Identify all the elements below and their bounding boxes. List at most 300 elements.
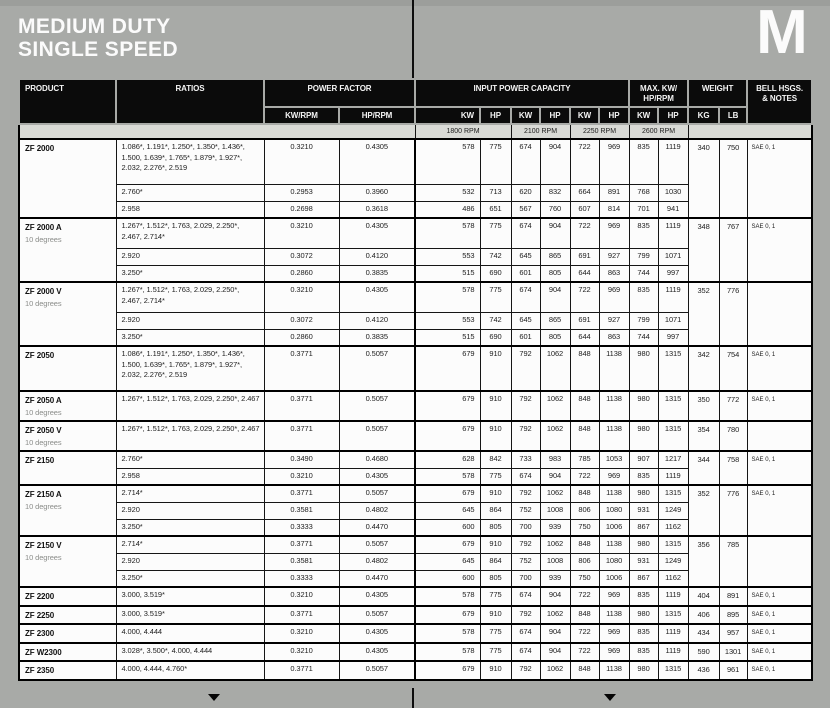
product-name: ZF 2000 V <box>25 287 62 296</box>
max-hp-cell: 1119 <box>658 218 688 248</box>
lb-cell: 895 <box>719 606 747 625</box>
table-row <box>19 346 812 391</box>
rpm-label-2600: 2600 RPM <box>629 124 688 139</box>
ratios-cell: 2.920 <box>116 312 264 329</box>
kw-2100-cell: 645 <box>511 248 540 265</box>
max-hp-cell: 1315 <box>658 391 688 421</box>
kw-rpm-cell: 0.2953 <box>264 184 339 201</box>
max-kw-cell: 980 <box>629 661 658 680</box>
max-hp-cell: 1249 <box>658 502 688 519</box>
table-row <box>19 661 812 680</box>
kw-2100-cell: 620 <box>511 184 540 201</box>
kw-rpm-cell: 0.3771 <box>264 606 339 625</box>
kg-cell: 590 <box>688 643 719 662</box>
kw-rpm-cell: 0.3771 <box>264 391 339 421</box>
max-hp-cell: 1249 <box>658 553 688 570</box>
ratios-cell: 2.760* <box>116 451 264 468</box>
hp-1800-cell: 910 <box>480 346 511 391</box>
hp-rpm-cell: 0.5057 <box>339 661 415 680</box>
kw-2250-cell: 691 <box>570 248 599 265</box>
ratios-cell: 3.000, 3.519* <box>116 606 264 625</box>
max-kw-cell: 835 <box>629 218 658 248</box>
header-kg: KG <box>688 107 719 124</box>
product-cell <box>19 218 116 282</box>
hp-2250-cell: 863 <box>599 265 629 282</box>
hp-1800-cell: 910 <box>480 485 511 502</box>
product-name: ZF 2350 <box>25 666 55 675</box>
kw-2250-cell: 848 <box>570 346 599 391</box>
max-kw-cell: 701 <box>629 201 658 218</box>
kw-2250-cell: 722 <box>570 139 599 184</box>
ratios-cell: 2.958 <box>116 201 264 218</box>
hp-2100-cell: 904 <box>540 282 570 312</box>
hp-2250-cell: 969 <box>599 468 629 485</box>
hp-rpm-cell: 0.5057 <box>339 421 415 451</box>
lb-cell: 785 <box>719 536 747 587</box>
page-title-line1: MEDIUM DUTY <box>18 15 171 38</box>
kw-2250-cell: 750 <box>570 519 599 536</box>
kg-cell: 434 <box>688 624 719 643</box>
kw-2100-cell: 674 <box>511 139 540 184</box>
product-name: ZF 2050 V <box>25 426 62 435</box>
product-name: ZF 2250 <box>25 610 55 620</box>
hp-rpm-cell: 0.3835 <box>339 265 415 282</box>
rpm-label-2100: 2100 RPM <box>511 124 570 139</box>
kw-2100-cell: 733 <box>511 451 540 468</box>
kw-1800-cell: 578 <box>415 624 480 643</box>
kw-1800-cell: 578 <box>415 643 480 662</box>
kw-rpm-cell: 0.3490 <box>264 451 339 468</box>
max-kw-cell: 980 <box>629 391 658 421</box>
hp-2100-cell: 904 <box>540 468 570 485</box>
header-kw-2100: KW <box>511 107 540 124</box>
kw-2100-cell: 601 <box>511 329 540 346</box>
hp-2100-cell: 1062 <box>540 661 570 680</box>
hp-2250-cell: 969 <box>599 624 629 643</box>
hp-2250-cell: 1006 <box>599 519 629 536</box>
lb-cell: 776 <box>719 282 747 346</box>
kw-1800-cell: 553 <box>415 248 480 265</box>
hp-rpm-cell: 0.4305 <box>339 218 415 248</box>
max-kw-cell: 835 <box>629 643 658 662</box>
product-cell <box>19 421 116 451</box>
bell-housing-notes-cell: SAE 0, 1 <box>747 643 812 662</box>
max-kw-cell: 835 <box>629 282 658 312</box>
kw-rpm-cell: 0.3771 <box>264 536 339 553</box>
ratios-cell: 4.000, 4.444, 4.760* <box>116 661 264 680</box>
hp-1800-cell: 775 <box>480 468 511 485</box>
product-cell <box>19 391 116 421</box>
kw-1800-cell: 679 <box>415 661 480 680</box>
table-row <box>19 643 812 662</box>
max-hp-cell: 1162 <box>658 519 688 536</box>
kg-cell: 348 <box>688 218 719 282</box>
kw-2100-cell: 792 <box>511 606 540 625</box>
kw-2250-cell: 607 <box>570 201 599 218</box>
kw-2250-cell: 848 <box>570 661 599 680</box>
hp-2250-cell: 927 <box>599 248 629 265</box>
kw-1800-cell: 578 <box>415 282 480 312</box>
continued-marker-left-icon <box>208 694 220 701</box>
kw-rpm-cell: 0.3210 <box>264 624 339 643</box>
max-kw-cell: 835 <box>629 468 658 485</box>
header-weight: WEIGHT <box>688 79 747 107</box>
ratios-cell: 2.714* <box>116 536 264 553</box>
hp-2100-cell: 983 <box>540 451 570 468</box>
max-kw-cell: 980 <box>629 346 658 391</box>
bell-housing-notes-cell: SAE 0, 1 <box>747 139 812 218</box>
kw-2250-cell: 644 <box>570 329 599 346</box>
max-kw-cell: 980 <box>629 536 658 553</box>
lb-cell: 961 <box>719 661 747 680</box>
lb-cell: 767 <box>719 218 747 282</box>
hp-1800-cell: 910 <box>480 661 511 680</box>
max-hp-cell: 1119 <box>658 643 688 662</box>
max-hp-cell: 1162 <box>658 570 688 587</box>
max-hp-cell: 1315 <box>658 421 688 451</box>
kg-cell: 352 <box>688 282 719 346</box>
kw-2100-cell: 567 <box>511 201 540 218</box>
hp-rpm-cell: 0.4305 <box>339 643 415 662</box>
kg-cell: 352 <box>688 485 719 536</box>
lb-cell: 780 <box>719 421 747 451</box>
kw-rpm-cell: 0.3072 <box>264 312 339 329</box>
hp-1800-cell: 775 <box>480 643 511 662</box>
kw-2100-cell: 792 <box>511 485 540 502</box>
page-title <box>18 15 178 61</box>
ratios-cell: 2.920 <box>116 553 264 570</box>
ratios-cell: 1.267*, 1.512*, 1.763, 2.029, 2.250*, 2.467 <box>116 391 264 421</box>
product-name: ZF 2150 V <box>25 541 62 550</box>
page-title-line2: SINGLE SPEED <box>18 38 179 62</box>
center-divider-line-top <box>412 0 414 80</box>
kw-2100-cell: 792 <box>511 536 540 553</box>
hp-rpm-cell: 0.5057 <box>339 346 415 391</box>
header-bell-hsgs-notes <box>747 79 812 124</box>
lb-cell: 754 <box>719 346 747 391</box>
ratios-cell: 1.267*, 1.512*, 1.763, 2.029, 2.250*, 2.467, 2.714* <box>116 282 264 312</box>
max-kw-cell: 835 <box>629 139 658 184</box>
bell-housing-notes-cell: SAE 0, 1 <box>747 218 812 282</box>
product-cell <box>19 661 116 680</box>
kw-rpm-cell: 0.3771 <box>264 485 339 502</box>
kw-2100-cell: 674 <box>511 587 540 606</box>
max-kw-cell: 931 <box>629 553 658 570</box>
lb-cell: 776 <box>719 485 747 536</box>
table-row <box>19 421 812 451</box>
hp-rpm-cell: 0.4305 <box>339 139 415 184</box>
ratios-cell: 1.086*, 1.191*, 1.250*, 1.350*, 1.436*, 1.500, 1.639*, 1.765*, 1.879*, 1.927*, 2.032, 2.276*, 2.519 <box>116 346 264 391</box>
hp-1800-cell: 775 <box>480 282 511 312</box>
hp-rpm-cell: 0.4305 <box>339 587 415 606</box>
bell-housing-notes-cell: SAE 0, 1 <box>747 624 812 643</box>
hp-rpm-cell: 0.3618 <box>339 201 415 218</box>
product-name: ZF 2050 <box>25 351 55 360</box>
kw-1800-cell: 600 <box>415 570 480 587</box>
kg-cell: 354 <box>688 421 719 451</box>
kg-cell: 340 <box>688 139 719 218</box>
hp-rpm-cell: 0.4120 <box>339 248 415 265</box>
max-hp-cell: 1071 <box>658 312 688 329</box>
max-kw-cell: 768 <box>629 184 658 201</box>
ratios-cell: 3.250* <box>116 570 264 587</box>
hp-1800-cell: 864 <box>480 553 511 570</box>
kw-2100-cell: 674 <box>511 468 540 485</box>
hp-2100-cell: 1062 <box>540 421 570 451</box>
hp-2100-cell: 1062 <box>540 485 570 502</box>
bell-housing-notes-cell: SAE 0, 1 <box>747 451 812 485</box>
header-kw-rpm: KW/RPM <box>264 107 339 124</box>
hp-1800-cell: 742 <box>480 312 511 329</box>
kw-1800-cell: 532 <box>415 184 480 201</box>
hp-2100-cell: 904 <box>540 587 570 606</box>
section-letter-m: M <box>756 0 808 67</box>
product-cell <box>19 485 116 536</box>
hp-rpm-cell: 0.4802 <box>339 553 415 570</box>
hp-2250-cell: 1138 <box>599 485 629 502</box>
header-ratios: RATIOS <box>116 79 264 124</box>
product-angle-note: 10 degrees <box>25 552 62 562</box>
product-name: ZF 2050 A <box>25 396 62 405</box>
product-name: ZF 2150 A <box>25 490 62 499</box>
product-name: ZF W2300 <box>25 647 62 657</box>
hp-1800-cell: 805 <box>480 570 511 587</box>
max-kw-cell: 799 <box>629 248 658 265</box>
ratios-cell: 2.714* <box>116 485 264 502</box>
kw-rpm-cell: 0.3210 <box>264 282 339 312</box>
hp-1800-cell: 775 <box>480 624 511 643</box>
max-hp-cell: 997 <box>658 329 688 346</box>
table-row <box>19 587 812 606</box>
max-kw-cell: 835 <box>629 624 658 643</box>
hp-2250-cell: 891 <box>599 184 629 201</box>
hp-1800-cell: 742 <box>480 248 511 265</box>
table-row <box>19 282 812 312</box>
hp-2250-cell: 1138 <box>599 421 629 451</box>
product-angle-note: 10 degrees <box>25 234 62 244</box>
kw-rpm-cell: 0.3210 <box>264 468 339 485</box>
kw-2100-cell: 645 <box>511 312 540 329</box>
kw-2250-cell: 848 <box>570 391 599 421</box>
rpm-row <box>19 124 812 139</box>
header-lb: LB <box>719 107 747 124</box>
header-bell-line2: & NOTES <box>762 94 797 103</box>
hp-2250-cell: 814 <box>599 201 629 218</box>
header-kw-max: KW <box>629 107 658 124</box>
hp-2250-cell: 1053 <box>599 451 629 468</box>
lb-cell: 891 <box>719 587 747 606</box>
ratios-cell: 1.267*, 1.512*, 1.763, 2.029, 2.250*, 2.467, 2.714* <box>116 218 264 248</box>
kg-cell: 436 <box>688 661 719 680</box>
kw-2100-cell: 792 <box>511 346 540 391</box>
kg-cell: 356 <box>688 536 719 587</box>
hp-2250-cell: 1138 <box>599 536 629 553</box>
hp-2100-cell: 1062 <box>540 606 570 625</box>
product-angle-note: 10 degrees <box>25 501 62 511</box>
hp-1800-cell: 910 <box>480 391 511 421</box>
hp-2250-cell: 1006 <box>599 570 629 587</box>
product-cell <box>19 606 116 625</box>
hp-2100-cell: 904 <box>540 218 570 248</box>
kw-2250-cell: 848 <box>570 606 599 625</box>
lb-cell: 758 <box>719 451 747 485</box>
hp-rpm-cell: 0.4470 <box>339 519 415 536</box>
bell-housing-notes-cell: SAE 0, 1 <box>747 661 812 680</box>
hp-2100-cell: 939 <box>540 570 570 587</box>
kw-2250-cell: 806 <box>570 553 599 570</box>
hp-rpm-cell: 0.4470 <box>339 570 415 587</box>
kw-1800-cell: 679 <box>415 485 480 502</box>
ratios-cell: 3.250* <box>116 265 264 282</box>
hp-2250-cell: 969 <box>599 643 629 662</box>
kw-2100-cell: 601 <box>511 265 540 282</box>
hp-1800-cell: 910 <box>480 536 511 553</box>
max-hp-cell: 1119 <box>658 624 688 643</box>
kw-2250-cell: 644 <box>570 265 599 282</box>
hp-2250-cell: 927 <box>599 312 629 329</box>
ratios-cell: 2.920 <box>116 502 264 519</box>
table-row <box>19 218 812 248</box>
hp-2100-cell: 939 <box>540 519 570 536</box>
hp-1800-cell: 805 <box>480 519 511 536</box>
kw-2100-cell: 674 <box>511 218 540 248</box>
hp-1800-cell: 775 <box>480 587 511 606</box>
header-max-kw-hp-rpm <box>629 79 688 107</box>
center-divider-line-bottom <box>412 688 414 708</box>
kw-2100-cell: 674 <box>511 624 540 643</box>
ratios-cell: 3.250* <box>116 329 264 346</box>
kw-1800-cell: 578 <box>415 218 480 248</box>
kw-1800-cell: 628 <box>415 451 480 468</box>
kw-rpm-cell: 0.3581 <box>264 553 339 570</box>
kw-2250-cell: 722 <box>570 643 599 662</box>
product-cell <box>19 624 116 643</box>
product-cell <box>19 536 116 587</box>
kw-2250-cell: 722 <box>570 218 599 248</box>
hp-1800-cell: 864 <box>480 502 511 519</box>
product-angle-note: 10 degrees <box>25 407 62 417</box>
bell-housing-notes-cell <box>747 536 812 587</box>
rpm-row-left-spacer <box>19 124 415 139</box>
product-cell <box>19 282 116 346</box>
kw-rpm-cell: 0.3210 <box>264 643 339 662</box>
kw-rpm-cell: 0.3333 <box>264 570 339 587</box>
kw-2250-cell: 848 <box>570 485 599 502</box>
top-edge-strip <box>0 0 830 6</box>
kw-2100-cell: 700 <box>511 570 540 587</box>
table-header <box>19 79 812 139</box>
hp-2250-cell: 969 <box>599 587 629 606</box>
kw-2250-cell: 691 <box>570 312 599 329</box>
product-cell <box>19 139 116 218</box>
kw-2100-cell: 674 <box>511 282 540 312</box>
header-kw-1800: KW <box>415 107 480 124</box>
hp-rpm-cell: 0.5057 <box>339 536 415 553</box>
kg-cell: 342 <box>688 346 719 391</box>
kw-1800-cell: 553 <box>415 312 480 329</box>
kw-1800-cell: 679 <box>415 536 480 553</box>
hp-rpm-cell: 0.4120 <box>339 312 415 329</box>
product-name: ZF 2000 A <box>25 223 62 232</box>
bell-housing-notes-cell: SAE 0, 1 <box>747 587 812 606</box>
hp-2100-cell: 805 <box>540 265 570 282</box>
kw-rpm-cell: 0.3771 <box>264 661 339 680</box>
hp-2100-cell: 805 <box>540 329 570 346</box>
bell-housing-notes-cell: SAE 0, 1 <box>747 346 812 391</box>
max-kw-cell: 931 <box>629 502 658 519</box>
table-row <box>19 485 812 502</box>
hp-rpm-cell: 0.3835 <box>339 329 415 346</box>
max-hp-cell: 1217 <box>658 451 688 468</box>
hp-rpm-cell: 0.4802 <box>339 502 415 519</box>
kw-2100-cell: 674 <box>511 643 540 662</box>
hp-rpm-cell: 0.5057 <box>339 485 415 502</box>
ratios-cell: 4.000, 4.444 <box>116 624 264 643</box>
kw-1800-cell: 679 <box>415 391 480 421</box>
kw-2100-cell: 792 <box>511 421 540 451</box>
hp-2100-cell: 1062 <box>540 346 570 391</box>
max-kw-cell: 980 <box>629 606 658 625</box>
hp-2250-cell: 969 <box>599 139 629 184</box>
max-kw-cell: 980 <box>629 421 658 451</box>
ratios-cell: 3.028*, 3.500*, 4.000, 4.444 <box>116 643 264 662</box>
rpm-label-1800: 1800 RPM <box>415 124 511 139</box>
kw-rpm-cell: 0.3210 <box>264 587 339 606</box>
hp-2100-cell: 760 <box>540 201 570 218</box>
kw-2250-cell: 806 <box>570 502 599 519</box>
hp-2100-cell: 832 <box>540 184 570 201</box>
hp-2100-cell: 904 <box>540 643 570 662</box>
kw-rpm-cell: 0.3333 <box>264 519 339 536</box>
kw-1800-cell: 679 <box>415 421 480 451</box>
bell-housing-notes-cell <box>747 282 812 346</box>
kw-2100-cell: 700 <box>511 519 540 536</box>
table-row <box>19 536 812 553</box>
product-cell <box>19 587 116 606</box>
bell-housing-notes-cell: SAE 0, 1 <box>747 606 812 625</box>
max-kw-cell: 867 <box>629 570 658 587</box>
kw-1800-cell: 645 <box>415 553 480 570</box>
kw-1800-cell: 679 <box>415 606 480 625</box>
hp-2250-cell: 1138 <box>599 606 629 625</box>
ratios-cell: 3.000, 3.519* <box>116 587 264 606</box>
max-hp-cell: 1315 <box>658 606 688 625</box>
hp-2250-cell: 863 <box>599 329 629 346</box>
kw-2250-cell: 722 <box>570 587 599 606</box>
hp-2250-cell: 969 <box>599 218 629 248</box>
hp-1800-cell: 651 <box>480 201 511 218</box>
kg-cell: 350 <box>688 391 719 421</box>
product-cell <box>19 451 116 485</box>
ratios-cell: 2.920 <box>116 248 264 265</box>
product-name: ZF 2150 <box>25 456 55 465</box>
table-row <box>19 451 812 468</box>
kw-2250-cell: 848 <box>570 536 599 553</box>
kw-2100-cell: 792 <box>511 391 540 421</box>
kw-1800-cell: 679 <box>415 346 480 391</box>
max-kw-cell: 744 <box>629 265 658 282</box>
kw-rpm-cell: 0.3072 <box>264 248 339 265</box>
kw-1800-cell: 645 <box>415 502 480 519</box>
kg-cell: 404 <box>688 587 719 606</box>
kw-2100-cell: 752 <box>511 553 540 570</box>
hp-2250-cell: 1138 <box>599 391 629 421</box>
kw-2100-cell: 752 <box>511 502 540 519</box>
product-name: ZF 2000 <box>25 144 55 153</box>
hp-1800-cell: 775 <box>480 139 511 184</box>
continued-marker-right-icon <box>604 694 616 701</box>
hp-1800-cell: 842 <box>480 451 511 468</box>
